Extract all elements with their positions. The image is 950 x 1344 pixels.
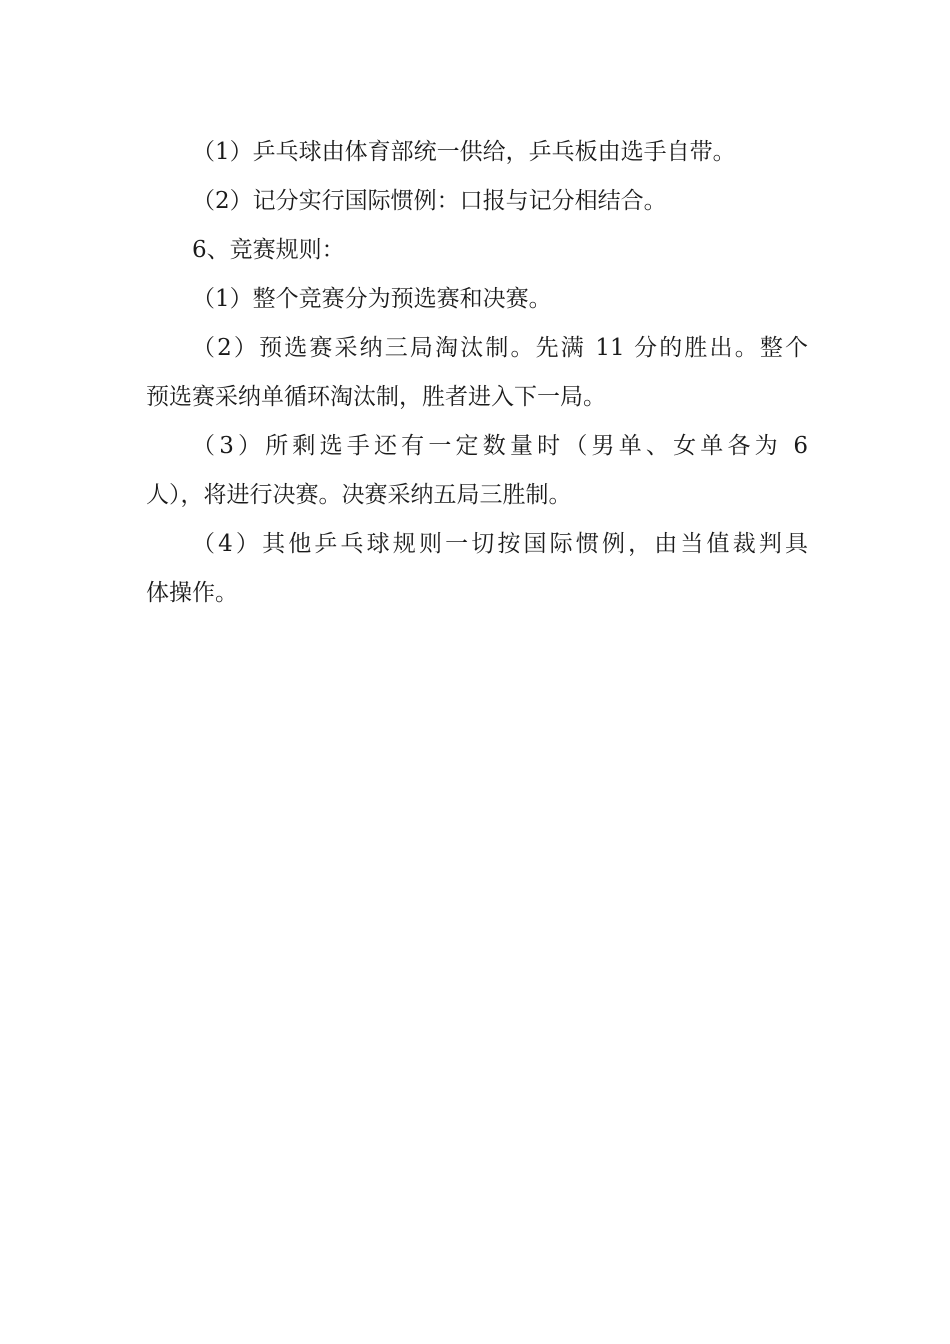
paragraph-line: （2）记分实行国际惯例：口报与记分相结合。 <box>192 188 667 214</box>
paragraph-line: （2）预选赛采纳三局淘汰制。先满 11 分的胜出。整个 <box>192 335 808 361</box>
paragraph-line: 人），将进行决赛。决赛采纳五局三胜制。 <box>146 482 572 508</box>
section-heading-rules <box>146 226 808 275</box>
paragraph-line: （3）所剩选手还有一定数量时（男单、女单各为 6 <box>192 433 808 459</box>
paragraph-rule-3 <box>146 422 808 520</box>
paragraph-equipment <box>146 128 808 177</box>
paragraph-rule-2 <box>146 324 808 422</box>
paragraph-line: （4）其他乒乓球规则一切按国际惯例，由当值裁判具 <box>192 531 808 557</box>
paragraph-line: （1）整个竞赛分为预选赛和决赛。 <box>192 286 552 312</box>
section-heading: 6、竞赛规则： <box>192 237 345 263</box>
paragraph-rule-4 <box>146 520 808 618</box>
paragraph-rule-1 <box>146 275 808 324</box>
paragraph-scoring <box>146 177 808 226</box>
paragraph-line: （1）乒乓球由体育部统一供给，乒乓板由选手自带。 <box>192 139 736 165</box>
paragraph-line: 预选赛采纳单循环淘汰制，胜者进入下一局。 <box>146 384 606 410</box>
paragraph-line: 体操作。 <box>146 580 238 606</box>
document-body <box>146 128 808 618</box>
